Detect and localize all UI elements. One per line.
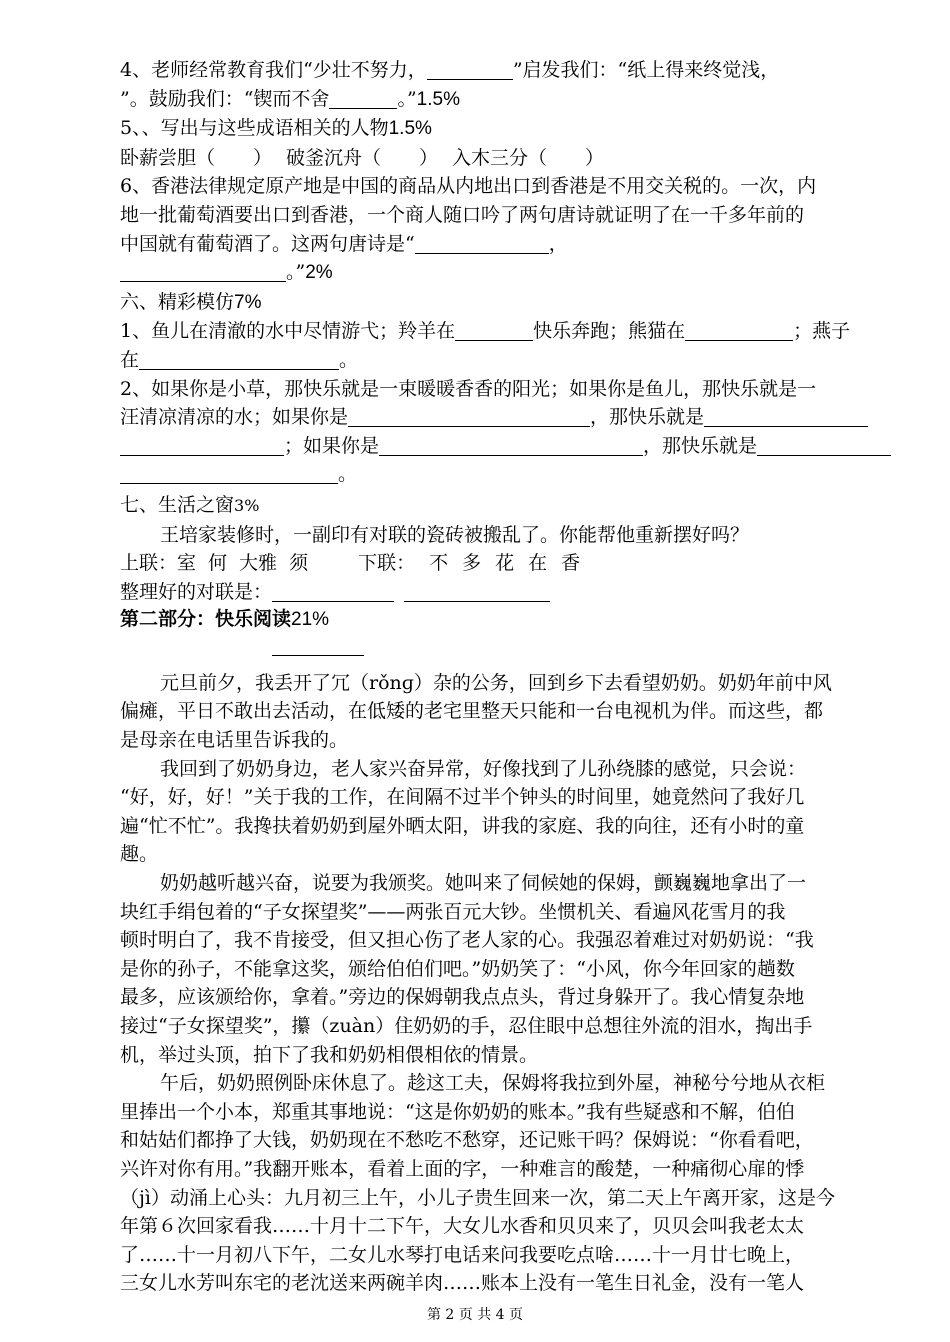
sec6-item2-line4 (120, 460, 900, 489)
article-title-line (120, 635, 900, 665)
sec6-text-1c: ；燕子 (793, 320, 851, 343)
q4-text-a: 4、老师经常教育我们“少壮不努力， (120, 59, 427, 81)
sec6-blank-1[interactable] (455, 320, 533, 341)
sec6-text-1d: 在 (120, 348, 140, 371)
sec7-intro: 王培家装修时，一副印有对联的瓷砖被搬乱了。你能帮他重新摆好吗？ (160, 523, 750, 546)
article-paragraph-2 (120, 755, 900, 869)
sec6-blank-3[interactable] (139, 349, 339, 370)
article-line: 偏瘫，平日不敢出去活动，在低矮的老宅里整天只能和一台电视机为伴。而这些，都 (120, 700, 824, 723)
lower-word: 在 (528, 552, 548, 575)
article-line: 年第６次回家看我……十月十二下午，大女儿水香和贝贝来了，贝贝会叫我老太太 (120, 1215, 805, 1238)
page-footer: 第 2 页 共 4 页 (426, 1307, 524, 1323)
lower-word: 香 (561, 552, 581, 575)
q4-blank-2[interactable] (329, 88, 397, 109)
q5-title-text: 5、、写出与这些成语相关的人物 (120, 117, 389, 140)
q4-text-c: ”。鼓励我们：“锲而不舍 (120, 87, 330, 110)
upper-word: 须 (289, 552, 309, 575)
q6-blank-1[interactable] (415, 233, 549, 254)
part2-title-text: 第二部分：快乐阅读 (120, 609, 292, 631)
article-paragraph-4 (120, 1069, 900, 1298)
q6-text-4: 。” (286, 261, 306, 284)
article-line: 顿时明白了，我不肯接受，但又担心伤了老人家的心。我强忍着难过对奶奶说：“我 (120, 929, 814, 952)
lower-word: 多 (462, 552, 482, 575)
sec6-item2-line3 (120, 432, 900, 461)
sec6-blank-5[interactable] (704, 406, 868, 427)
article-line: 接过“子女探望奖”，攥（zuàn）住奶奶的手，忍住眼中总想往外流的泪水，掏出手 (120, 1015, 813, 1037)
q6-text-3b: ， (548, 232, 568, 255)
part2-score: 21% (291, 609, 330, 631)
sec6-blank-6[interactable] (120, 435, 284, 456)
q6-line1: 6、香港法律规定原产地是中国的商品从内地出口到香港是不用交关税的。一次，内 (120, 175, 817, 198)
article-line: “好，好，好！”关于我的工作，在间隔不过半个钟头的时间里，她竟然问了我好几 (120, 786, 805, 809)
article-line: 奶奶越听越兴奋，说要为我颁奖。她叫来了伺候她的保姆，颤巍巍地拿出了一 (160, 872, 807, 895)
sec6-text-2d: ；如果你是 (284, 434, 380, 457)
sec7-title-text: 七、生活之窗 (120, 493, 235, 516)
article-line: 趣。 (120, 843, 159, 866)
couplet-answer (120, 578, 900, 607)
q6-line4 (120, 258, 900, 288)
lower-word: 花 (495, 552, 515, 575)
sec6-text-1b: 快乐奔跑；熊猫在 (533, 320, 686, 343)
sec6-title (120, 288, 900, 318)
article-line: 元旦前夕，我丢开了冗（rǒnɡ）杂的公务，回到乡下去看望奶奶。奶奶年前中风 (160, 671, 832, 694)
page-content (120, 56, 900, 1298)
idiom-1: 卧薪尝胆（ ） (120, 146, 273, 169)
article-line: 和姑姑们都挣了大钱，奶奶现在不愁吃不愁穿，还记账干吗？保姆说：“你看看吧， (120, 1129, 814, 1152)
q4-blank-1[interactable] (427, 59, 513, 80)
sec7-score: 3% (234, 495, 260, 515)
q6-score: 2% (305, 262, 333, 284)
article-line: 里捧出一个小本，郑重其事地说：“这是你奶奶的账本。”我有些疑惑和不解，伯伯 (120, 1100, 795, 1123)
sec6-item1-line2 (120, 346, 900, 375)
article-line: 遍“忙不忙”。我搀扶着奶奶到屋外晒太阳，讲我的家庭、我的向往，还有小时的童 (120, 814, 805, 837)
sec6-item2-line2 (120, 403, 900, 432)
answer-label: 整理好的对联是： (120, 580, 273, 603)
sec6-score: 7% (234, 291, 262, 313)
sec6-text-2b: 汪清凉清凉的水；如果你是 (120, 406, 349, 429)
article-line: 三女儿水芳叫东宅的老沈送来两碗羊肉……账本上没有一笔生日礼金，没有一笔人 (120, 1272, 805, 1295)
couplet-scrambled (120, 549, 900, 578)
upper-word: 何 (208, 552, 228, 575)
sec6-blank-7[interactable] (379, 435, 643, 456)
lower-word: 不 (429, 552, 449, 575)
sec6-blank-9[interactable] (120, 463, 338, 484)
lower-couplet-label: 下联： (358, 552, 416, 575)
answer-blank-lower[interactable] (404, 581, 550, 602)
sec6-text-1a: 1、鱼儿在清澈的水中尽情游弋；羚羊在 (120, 320, 456, 343)
q4-text-b: ”启发我们：“纸上得来终觉浅， (512, 59, 780, 81)
sec6-blank-4[interactable] (348, 406, 590, 427)
article-line: 块红手绢包着的“子女探望奖”——两张百元大钞。坐惯机关、看遍风花雪月的我 (120, 900, 786, 923)
sec6-text-2c: ，那快乐就是 (590, 406, 705, 429)
idiom-3: 入木三分（ ） (452, 146, 605, 169)
article-line: 了……十一月初八下午，二女儿水琴打电话来问我要吃点啥……十一月廿七晚上， (120, 1243, 805, 1266)
sec6-item1-line1 (120, 317, 900, 346)
part2-title (120, 606, 900, 635)
q4-line1 (120, 56, 900, 85)
article-line: （jì）动涌上心头：九月初三上午，小儿子贵生回来一次，第二天上午离开家，这是今 (120, 1186, 835, 1209)
article-paragraph-3 (120, 869, 900, 1069)
q5-title (120, 114, 900, 144)
q4-text-d: 。” (397, 87, 417, 110)
article-title-blank[interactable] (272, 635, 364, 656)
article-line: 午后，奶奶照例卧床休息了。趁这工夫，保姆将我拉到外屋，神秘兮兮地从衣柜 (160, 1072, 826, 1095)
article-line: 兴许对你有用。”我翻开账本，看着上面的字，一种难言的酸楚，一种痛彻心扉的悸 (120, 1157, 805, 1180)
idiom-2: 破釜沉舟（ ） (286, 146, 439, 169)
sec6-text-2f: 。 (338, 463, 358, 486)
sec6-blank-8[interactable] (757, 435, 891, 456)
q6-line3 (120, 230, 900, 259)
q6-text-3a: 中国就有葡萄酒了。这两句唐诗是“ (120, 232, 415, 255)
upper-couplet-label: 上联： (120, 552, 178, 575)
q5-idioms (120, 144, 900, 173)
sec7-title (120, 491, 900, 521)
sec6-text-1e: 。 (339, 348, 359, 371)
upper-word: 大雅 (239, 552, 278, 575)
article-line: 是你的孙子，不能拿这奖，颁给伯伯们吧。”奶奶笑了：“小风，你今年回家的趟数 (120, 957, 795, 980)
answer-blank-upper[interactable] (272, 581, 394, 602)
q6-line2: 地一批葡萄酒要出口到香港，一个商人随口吟了两句唐诗就证明了在一千多年前的 (120, 203, 805, 226)
article-line: 最多，应该颁给你，拿着。”旁边的保姆朝我点点头，背过身躲开了。我心情复杂地 (120, 986, 805, 1009)
sec6-title-text: 六、精彩模仿 (120, 290, 235, 313)
q6-blank-2[interactable] (120, 261, 286, 282)
article-line: 是母亲在电话里告诉我的。 (120, 729, 349, 752)
article-line: 机，举过头顶，拍下了我和奶奶相偎相依的情景。 (120, 1043, 539, 1066)
article-line: 我回到了奶奶身边，老人家兴奋异常，好像找到了儿孙绕膝的感觉，只会说： (160, 757, 807, 780)
upper-word: 室 (177, 552, 197, 575)
sec6-blank-2[interactable] (685, 320, 793, 341)
sec6-item2-line1: 2、如果你是小草，那快乐就是一束暖暖香香的阳光；如果你是鱼儿，那快乐就是一 (120, 377, 817, 400)
q4-line2 (120, 85, 900, 115)
sec6-text-2e: ，那快乐就是 (643, 434, 758, 457)
article-paragraph-1 (120, 669, 900, 755)
q4-score: 1.5% (416, 88, 460, 110)
q5-score: 1.5% (388, 118, 432, 140)
